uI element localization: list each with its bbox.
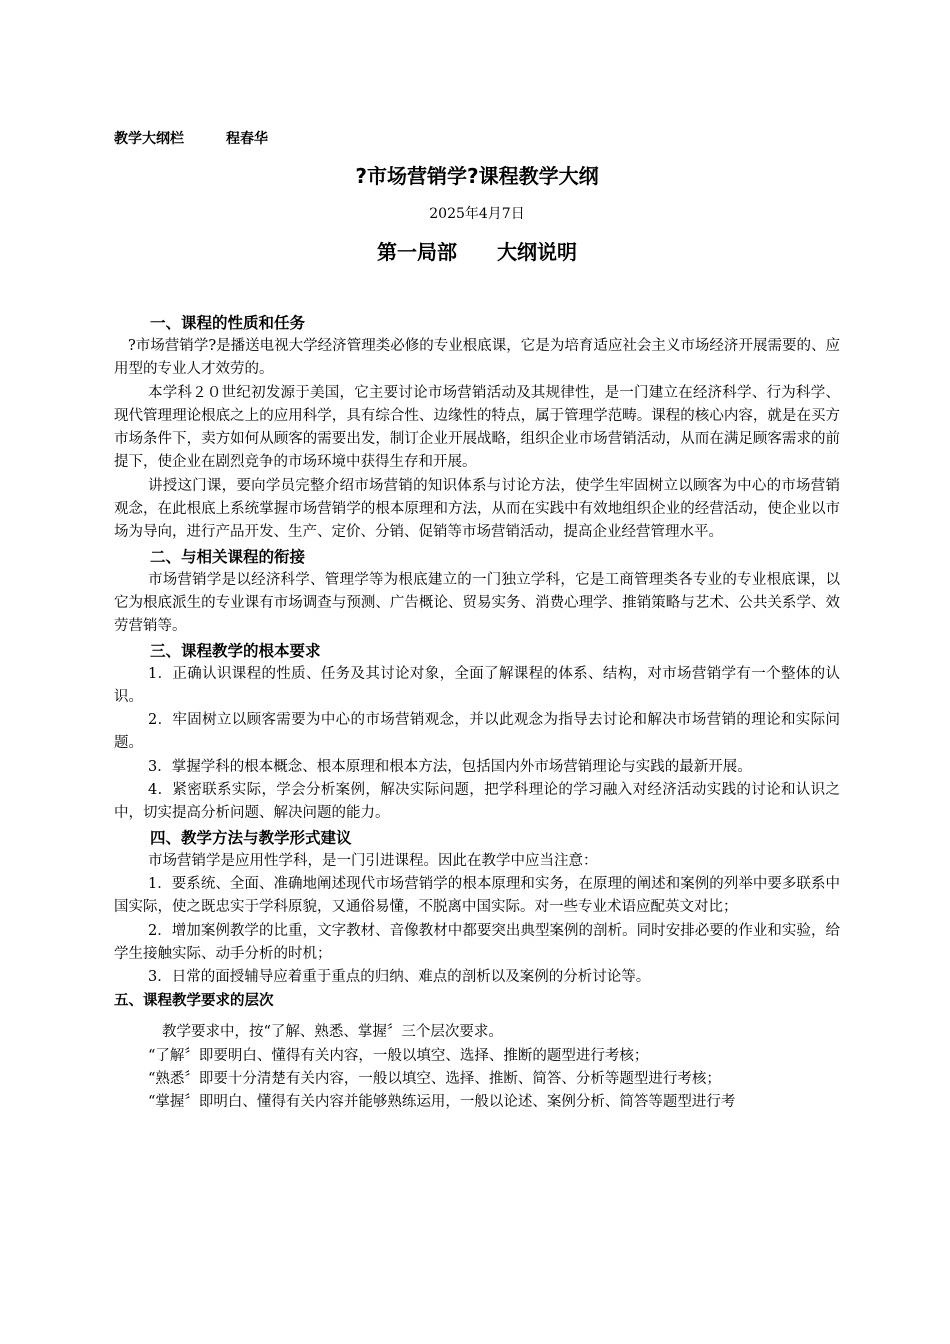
paragraph: ?市场营销学?是播送电视大学经济管理类必修的专业根底课，它是为培育适应社会主义市场经济开展需要的、应用型的专业人才效劳的。	[114, 338, 840, 378]
section-heading: 四、教学方法与教学形式建议	[150, 828, 352, 847]
section-label: 教学大纲栏	[114, 131, 184, 147]
list-item: “掌握〞即明白、懂得有关内容并能够熟练运用，一般以论述、案例分析、简答等题型进行考	[148, 1094, 736, 1111]
list-item: “了解〞即要明白、懂得有关内容，一般以填空、选择、推断的题型进行考核；	[148, 1047, 649, 1064]
list-item: 4．紧密联系实际，学会分析案例，解决实际问题，把学科理论的学习融入对经济活动实践的讨论和认识之中，切实提高分析问题、解决问题的能力。	[114, 782, 840, 822]
list-item: “熟悉〞即要十分清楚有关内容，一般以填空、选择、推断、简答、分析等题型进行考核；	[148, 1071, 721, 1088]
list-item: 1．正确认识课程的性质、任务及其讨论对象，全面了解课程的体系、结构，对市场营销学有一个整体的认识。	[114, 665, 840, 705]
part-title: 第一局部 大纲说明	[377, 240, 577, 264]
list-item: 1．要系统、全面、准确地阐述现代市场营销学的根本原理和实务，在原理的阐述和案例的列举中要多联系中国实际，使之既忠实于学科原貌，又通俗易懂，不脱离中国实际。对一些专业术语应配英文对比；	[114, 875, 840, 916]
doc-body	[114, 311, 840, 1115]
section-heading: 五、课程教学要求的层次	[114, 993, 274, 1010]
list-item: 3．日常的面授辅导应着重于重点的归纳、难点的剖析以及案例的分析讨论等。	[148, 969, 651, 986]
section-heading: 一、课程的性质和任务	[150, 314, 306, 332]
doc-meta	[114, 128, 268, 148]
section-heading: 三、课程教学的根本要求	[150, 641, 321, 660]
section-heading: 二、与相关课程的衔接	[150, 547, 306, 566]
paragraph: 市场营销学是应用性学科，是一门引进课程。因此在教学中应当注意：	[148, 852, 598, 869]
doc-title: ?市场营销学?课程教学大纲	[355, 164, 599, 188]
doc-date: 2025年4月7日	[429, 206, 525, 222]
paragraph: 讲授这门课，要向学员完整介绍市场营销的知识体系与讨论方法，使学生牢固树立以顾客为中心的市场营销观念，在此根底上系统掌握市场营销学的根本原理和方法，从而在实践中有效地组织企业的经营活动，使企业以市场为导向，进行产品开发、生产、定价、分销、促销等市场营销活动，提高企业经营管理水平。	[114, 477, 840, 541]
author-name: 程春华	[226, 131, 268, 147]
list-item: 3．掌握学科的根本概念、根本原理和根本方法，包括国内外市场营销理论与实践的最新开展。	[148, 758, 752, 775]
paragraph: 教学要求中，按“了解、熟悉、掌握〞三个层次要求。	[162, 1024, 503, 1041]
paragraph: 本学科２０世纪初发源于美国，它主要讨论市场营销活动及其规律性，是一门建立在经济科学、行为科学、现代管理理论根底之上的应用科学，具有综合性、边缘性的特点，属于管理学范畴。课程的核心内容，就是在买方市场条件下，卖方如何从顾客的需要出发，制订企业开展战略，组织企业市场营销活动，从而在满足顾客需求的前提下，使企业在剧烈竞争的市场环境中获得生存和开展。	[114, 384, 840, 471]
list-item: 2．增加案例教学的比重，文字教材、音像教材中都要突出典型案例的剖析。同时安排必要的作业和实验，给学生接触实际、动手分析的时机；	[114, 922, 840, 962]
paragraph: 市场营销学是以经济科学、管理学等为根底建立的一门独立学科，它是工商管理类各专业的专业根底课，以它为根底派生的专业课有市场调查与预测、广告概论、贸易实务、消费心理学、推销策略与艺术、公共关系学、效劳营销等。	[114, 571, 840, 635]
list-item: 2．牢固树立以顾客需要为中心的市场营销观念，并以此观念为指导去讨论和解决市场营销的理论和实际问题。	[114, 712, 840, 752]
